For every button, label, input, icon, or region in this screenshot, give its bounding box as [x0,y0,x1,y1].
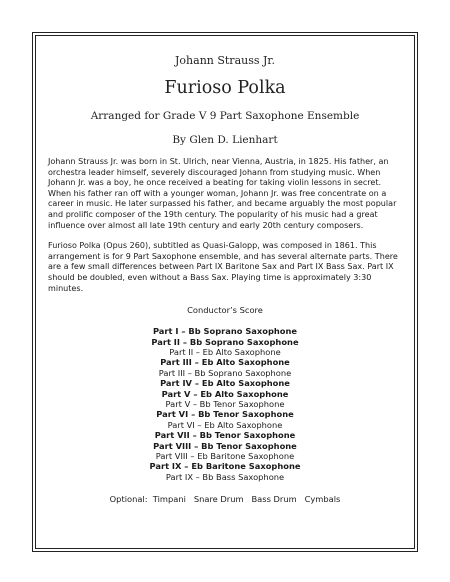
part-list-item: Part V – Bb Tenor Saxophone [165,398,285,409]
optional-percussion: Optional: Timpani Snare Drum Bass Drum Cymbals [109,494,341,505]
part-list-item: Part VI – Bb Tenor Saxophone [156,409,294,420]
part-list-item: Part III – Eb Alto Saxophone [160,357,290,368]
program-note-paragraph: Furioso Polka (Opus 260), subtitled as Quasi-Galopp, was composed in 1861. This arrangement is for 9 Part Saxophone ensemble, and has several alternate parts. There are a few small differences between Part IX Baritone Sax and Part IX Bass Sax. Part IX should be doubled, even without a Bass Sax. Playing time is approximately 3:30 minutes. [48,241,398,293]
arranger-credit: By Glen D. Lienhart [172,134,278,146]
part-list-item: Part VIII – Eb Baritone Saxophone [155,451,295,461]
part-list-item: Part IX – Eb Baritone Saxophone [149,461,301,472]
composer-name: Johann Strauss Jr. [175,54,275,67]
part-list-item: Part VII – Bb Tenor Saxophone [154,430,296,441]
part-list-item: Part IX – Bb Bass Saxophone [165,471,285,482]
part-list-item: Part III – Bb Soprano Saxophone [158,367,292,378]
part-list-item: Part V – Eb Alto Saxophone [161,388,289,399]
piece-title: Furioso Polka [164,78,286,98]
part-list-item: Part II – Eb Alto Saxophone [169,346,281,357]
score-cover [48,50,402,504]
part-list-item: Part I – Bb Soprano Saxophone [152,326,298,337]
part-list-item: Part II – Bb Soprano Saxophone [151,336,299,347]
part-list-item: Part VI – Eb Alto Saxophone [167,419,283,430]
arrangement-subtitle: Arranged for Grade V 9 Part Saxophone Ensemble [90,110,360,122]
biography-paragraph: Johann Strauss Jr. was born in St. Ulrich, near Vienna, Austria, in 1825. His father, an orchestra leader himself, severely discouraged Johann from studying music. When Johann Jr. was a boy, he once received a beating for taking violin lessons in secret. When his father ran off with a younger woman, Johann Jr. was free concentrate on a career in music. He later surpassed his father, and became arguably the most popular and prolific composer of the 19th century. The popularity of his music had a great influence over almost all late 19th century and early 20th century composers. [48,157,397,230]
part-list-item: Part IV – Eb Alto Saxophone [160,378,290,389]
score-type-label: Conductor’s Score [187,305,263,316]
part-list-item: Part VIII – Bb Tenor Saxophone [153,440,297,451]
parts-list [48,326,402,482]
